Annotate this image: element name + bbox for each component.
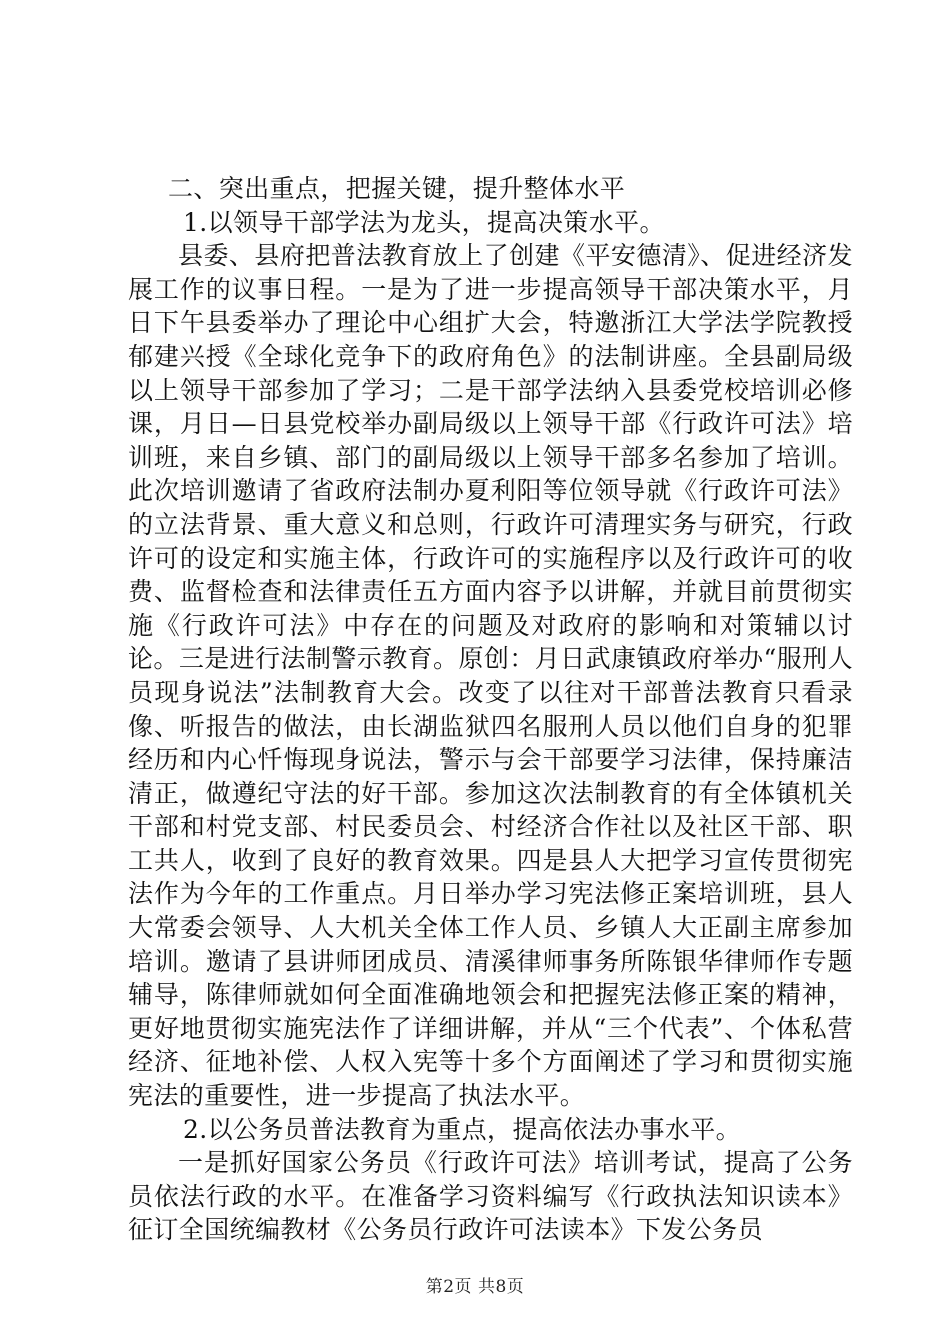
document-body — [128, 172, 853, 1247]
item1-heading: 1.以领导干部学法为龙头，提高决策水平。 — [183, 207, 665, 237]
paragraph-1: 县委、县府把普法教育放上了创建《平安德清》、促进经济发展工作的议事日程。一是为了进一步提高领导干部决策水平，月日下午县委举办了理论中心组扩大会，特邀浙江大学法学院教授郁建兴授《全球化竞争下的政府角色》的法制讲座。全县副局级以上领导干部参加了学习；二是干部学法纳入县委党校培训必修课，月日—日县党校举办副局级以上领导干部《行政许可法》培训班，来自乡镇、部门的副局级以上领导干部多名参加了培训。此次培训邀请了省政府法制办夏利阳等位领导就《行政许可法》的立法背景、重大意义和总则，行政许可清理实务与研究，行政许可的设定和实施主体，行政许可的实施程序以及行政许可的收费、监督检查和法律责任五方面内容予以讲解，并就目前贯彻实施《行政许可法》中存在的问题及对政府的影响和对策辅以讨论。三是进行法制警示教育。原创：月日武康镇政府举办“服刑人员现身说法”法制教育大会。改变了以往对干部普法教育只看录像、听报告的做法，由长湖监狱四名服刑人员以他们自身的犯罪经历和内心忏悔现身说法，警示与会干部要学习法律，保持廉洁清正，做遵纪守法的好干部。参加这次法制教育的有全体镇机关干部和村党支部、村民委员会、村经济合作社以及社区干部、职工共人，收到了良好的教育效果。四是县人大把学习宣传贯彻宪法作为今年的工作重点。月日举办学习宪法修正案培训班，县人大常委会领导、人大机关全体工作人员、乡镇人大正副主席参加培训。邀请了县讲师团成员、清溪律师事务所陈银华律师作专题辅导，陈律师就如何全面准确地领会和把握宪法修正案的精神，更好地贯彻实施宪法作了详细讲解，并从“三个代表”、个体私营经济、征地补偿、人权入宪等十多个方面阐述了学习和贯彻实施宪法的重要性，进一步提高了执法水平。 — [128, 241, 853, 1111]
page-number-footer: 第2页 共8页 — [425, 1277, 525, 1297]
item2-heading: 2.以公务员普法教育为重点，提高依法办事水平。 — [183, 1114, 742, 1144]
paragraph-2: 一是抓好国家公务员《行政许可法》培训考试，提高了公务员依法行政的水平。在准备学习资料编写《行政执法知识读本》征订全国统编教材《公务员行政许可法读本》下发公务员 — [128, 1148, 853, 1245]
section-heading: 二、突出重点，把握关键，提升整体水平 — [168, 174, 626, 203]
